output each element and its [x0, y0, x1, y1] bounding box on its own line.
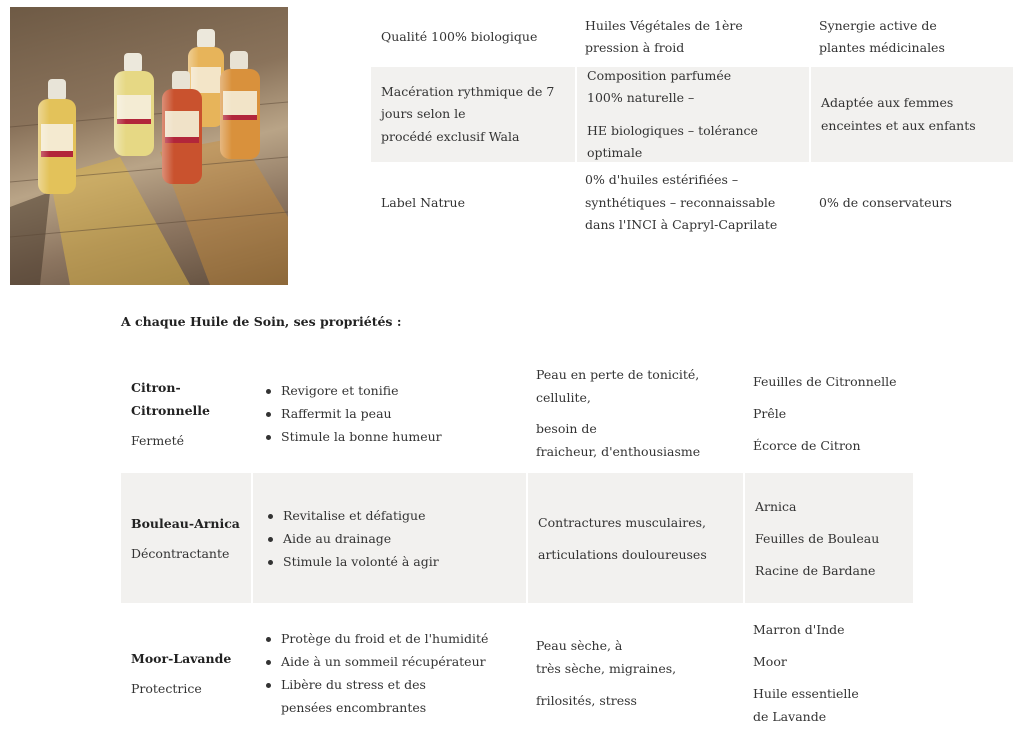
indication-text: Peau en perte de tonicité, cellulite,	[536, 367, 700, 405]
features-row	[371, 67, 1013, 162]
indication-text: besoin de	[536, 421, 597, 436]
property-item: Protège du froid et de l'humidité	[265, 627, 465, 650]
features-table	[371, 7, 1013, 244]
property-item: Stimule la bonne humeur	[265, 425, 442, 448]
property-item: Libère du stress et des pensées encombrantes	[265, 673, 465, 719]
oil-subtitle: Fermeté	[131, 432, 185, 448]
feature-text: Macération rythmique de 7 jours selon le	[381, 83, 555, 122]
indication-text: très sèche, migraines,	[536, 661, 677, 676]
features-row	[371, 162, 1013, 244]
ingredient-text: Marron d'Inde	[753, 622, 845, 637]
oil-name: Moor-Lavande	[131, 651, 232, 666]
oil-row	[121, 603, 913, 743]
feature-text: Label Natrue	[381, 194, 465, 210]
section-heading: A chaque Huile de Soin, ses propriétés :	[121, 314, 402, 329]
property-item: Stimule la volonté à agir	[267, 550, 439, 573]
feature-text: 100% naturelle –	[587, 90, 695, 105]
feature-text: Qualité 100% biologique	[381, 28, 538, 44]
ingredient-text: Racine de Bardane	[755, 562, 876, 578]
feature-text: Huiles Végétales de 1ère pression à froid	[585, 17, 743, 55]
feature-text: 0% d'huiles estérifiées – synthétiques – reconnaissable dans l'INCI à Capryl-Caprilate	[585, 172, 778, 233]
property-item: Raffermit la peau	[265, 402, 442, 425]
indication-text: frilosités, stress	[536, 693, 637, 708]
properties-list	[265, 379, 442, 448]
feature-text: Synergie active de	[819, 17, 937, 33]
ingredient-text: Feuilles de Citronnelle	[753, 373, 897, 389]
feature-text: 0% de conservateurs	[819, 194, 952, 210]
property-item: Revitalise et défatigue	[267, 504, 439, 527]
indication-text: fraicheur, d'enthousiasme	[536, 444, 701, 459]
oil-bottles-illustration	[10, 7, 288, 285]
ingredient-text: Arnica	[755, 498, 797, 514]
ingredient-text: Écorce de Citron	[753, 437, 861, 453]
feature-text: Composition parfumée	[587, 67, 732, 83]
indication-text: Contractures musculaires,	[538, 514, 707, 530]
oil-row	[121, 353, 913, 473]
indication-text: Peau sèche, à	[536, 638, 623, 653]
feature-text: HE biologiques – tolérance optimale	[587, 122, 758, 160]
features-row	[371, 7, 1013, 67]
indication-text: articulations douloureuses	[538, 546, 707, 562]
ingredient-text: Prêle	[753, 405, 787, 421]
feature-text: procédé exclusif Wala	[381, 128, 520, 144]
oil-subtitle: Décontractante	[131, 546, 230, 561]
ingredient-text: Feuilles de Bouleau	[755, 530, 880, 546]
oil-row	[121, 473, 913, 603]
feature-text: Adaptée aux femmes enceintes et aux enfants	[821, 95, 976, 133]
oil-subtitle: Protectrice	[131, 681, 202, 696]
property-item: Aide à un sommeil récupérateur	[265, 650, 465, 673]
oil-name: Bouleau-Arnica	[131, 516, 240, 531]
properties-list	[265, 627, 489, 719]
ingredient-text: Moor	[753, 654, 787, 669]
property-item: Revigore et tonifie	[265, 379, 442, 402]
feature-text: plantes médicinales	[819, 40, 945, 55]
oil-name: Citron-Citronnelle	[131, 379, 210, 418]
properties-list	[267, 504, 439, 573]
property-item: Aide au drainage	[267, 527, 439, 550]
ingredient-text: Huile essentielle de Lavande	[753, 686, 859, 724]
oils-table	[121, 353, 913, 743]
product-photo	[10, 7, 288, 285]
